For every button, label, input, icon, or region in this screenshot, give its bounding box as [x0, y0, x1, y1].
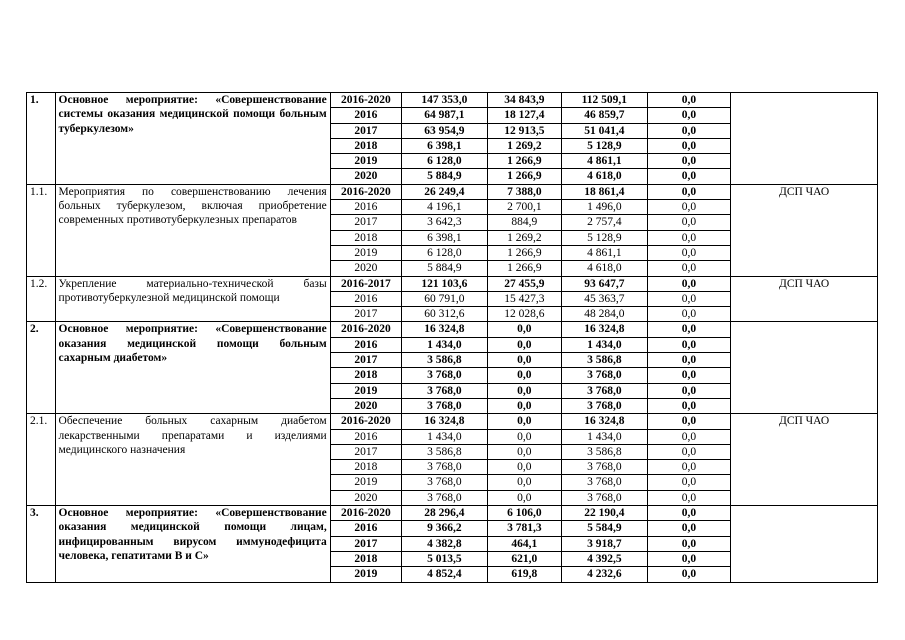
item-description: Основное мероприятие: «Совершенствование оказания медицинской помощи больным сахарным диабетом»: [55, 322, 330, 414]
item-number: 1.: [27, 93, 56, 185]
total-cell: 1 434,0: [402, 337, 488, 352]
period-cell: 2019: [330, 475, 401, 490]
federal-cell: 1 266,9: [487, 261, 561, 276]
total-cell: 3 586,8: [402, 444, 488, 459]
federal-cell: 621,0: [487, 551, 561, 566]
responsible-cell: ДСП ЧАО: [731, 184, 878, 276]
regional-cell: 16 324,8: [562, 414, 648, 429]
regional-cell: 4 392,5: [562, 551, 648, 566]
federal-cell: 6 106,0: [487, 506, 561, 521]
other-cell: 0,0: [647, 353, 731, 368]
other-cell: 0,0: [647, 184, 731, 199]
period-cell: 2017: [330, 353, 401, 368]
period-cell: 2016-2017: [330, 276, 401, 291]
regional-cell: 1 434,0: [562, 429, 648, 444]
total-cell: 6 128,0: [402, 154, 488, 169]
total-cell: 3 586,8: [402, 353, 488, 368]
total-cell: 3 768,0: [402, 398, 488, 413]
period-cell: 2018: [330, 230, 401, 245]
federal-cell: 0,0: [487, 490, 561, 505]
total-cell: 16 324,8: [402, 414, 488, 429]
period-cell: 2016-2020: [330, 184, 401, 199]
federal-cell: 1 266,9: [487, 245, 561, 260]
total-cell: 3 768,0: [402, 460, 488, 475]
period-cell: 2016: [330, 108, 401, 123]
item-description: Основное мероприятие: «Совершенствование оказания медицинской помощи лицам, инфицированным вирусом иммунодефицита человека, гепатитами В и С»: [55, 506, 330, 582]
total-cell: 6 398,1: [402, 138, 488, 153]
regional-cell: 3 768,0: [562, 368, 648, 383]
total-cell: 147 353,0: [402, 93, 488, 108]
total-cell: 121 103,6: [402, 276, 488, 291]
federal-cell: 12 028,6: [487, 307, 561, 322]
regional-cell: 4 618,0: [562, 261, 648, 276]
responsible-cell: [731, 506, 878, 582]
period-cell: 2016-2020: [330, 506, 401, 521]
federal-cell: 1 266,9: [487, 154, 561, 169]
other-cell: 0,0: [647, 536, 731, 551]
regional-cell: 3 768,0: [562, 460, 648, 475]
total-cell: 60 791,0: [402, 291, 488, 306]
total-cell: 4 196,1: [402, 200, 488, 215]
other-cell: 0,0: [647, 138, 731, 153]
other-cell: 0,0: [647, 567, 731, 582]
federal-cell: 0,0: [487, 322, 561, 337]
regional-cell: 3 768,0: [562, 490, 648, 505]
federal-cell: 619,8: [487, 567, 561, 582]
regional-cell: 51 041,4: [562, 123, 648, 138]
period-cell: 2017: [330, 536, 401, 551]
period-cell: 2018: [330, 551, 401, 566]
federal-cell: 0,0: [487, 444, 561, 459]
period-cell: 2017: [330, 215, 401, 230]
item-number: 1.2.: [27, 276, 56, 322]
item-number: 1.1.: [27, 184, 56, 276]
federal-cell: 15 427,3: [487, 291, 561, 306]
federal-cell: 0,0: [487, 398, 561, 413]
item-description: Укрепление материально-технической базы противотуберкулезной медицинской помощи: [55, 276, 330, 322]
total-cell: 3 768,0: [402, 475, 488, 490]
federal-cell: 7 388,0: [487, 184, 561, 199]
responsible-cell: [731, 93, 878, 185]
other-cell: 0,0: [647, 490, 731, 505]
table-row: [27, 184, 878, 199]
total-cell: 6 128,0: [402, 245, 488, 260]
period-cell: 2020: [330, 261, 401, 276]
federal-cell: 884,9: [487, 215, 561, 230]
total-cell: 5 884,9: [402, 169, 488, 184]
total-cell: 60 312,6: [402, 307, 488, 322]
responsible-cell: [731, 322, 878, 414]
federal-cell: 1 269,2: [487, 230, 561, 245]
regional-cell: 3 586,8: [562, 444, 648, 459]
other-cell: 0,0: [647, 414, 731, 429]
period-cell: 2020: [330, 169, 401, 184]
other-cell: 0,0: [647, 368, 731, 383]
total-cell: 26 249,4: [402, 184, 488, 199]
regional-cell: 93 647,7: [562, 276, 648, 291]
federal-cell: 0,0: [487, 475, 561, 490]
regional-cell: 4 861,1: [562, 245, 648, 260]
responsible-cell: ДСП ЧАО: [731, 276, 878, 322]
federal-cell: 18 127,4: [487, 108, 561, 123]
other-cell: 0,0: [647, 307, 731, 322]
total-cell: 4 382,8: [402, 536, 488, 551]
federal-cell: 27 455,9: [487, 276, 561, 291]
federal-cell: 0,0: [487, 337, 561, 352]
table-row: [27, 322, 878, 337]
regional-cell: 5 128,9: [562, 230, 648, 245]
other-cell: 0,0: [647, 521, 731, 536]
period-cell: 2017: [330, 307, 401, 322]
federal-cell: 464,1: [487, 536, 561, 551]
other-cell: 0,0: [647, 337, 731, 352]
period-cell: 2020: [330, 398, 401, 413]
federal-cell: 12 913,5: [487, 123, 561, 138]
other-cell: 0,0: [647, 444, 731, 459]
period-cell: 2016: [330, 521, 401, 536]
total-cell: 28 296,4: [402, 506, 488, 521]
table-row: [27, 506, 878, 521]
federal-cell: 0,0: [487, 368, 561, 383]
budget-table: [26, 92, 878, 583]
item-description: Обеспечение больных сахарным диабетом лекарственными препаратами и изделиями медицинского назначения: [55, 414, 330, 506]
regional-cell: 3 918,7: [562, 536, 648, 551]
other-cell: 0,0: [647, 123, 731, 138]
federal-cell: 2 700,1: [487, 200, 561, 215]
other-cell: 0,0: [647, 291, 731, 306]
regional-cell: 48 284,0: [562, 307, 648, 322]
period-cell: 2019: [330, 567, 401, 582]
period-cell: 2020: [330, 490, 401, 505]
total-cell: 63 954,9: [402, 123, 488, 138]
budget-table-body: [27, 93, 878, 583]
federal-cell: 3 781,3: [487, 521, 561, 536]
other-cell: 0,0: [647, 475, 731, 490]
regional-cell: 16 324,8: [562, 322, 648, 337]
regional-cell: 18 861,4: [562, 184, 648, 199]
total-cell: 16 324,8: [402, 322, 488, 337]
period-cell: 2017: [330, 123, 401, 138]
federal-cell: 0,0: [487, 460, 561, 475]
period-cell: 2018: [330, 138, 401, 153]
total-cell: 6 398,1: [402, 230, 488, 245]
period-cell: 2016: [330, 200, 401, 215]
regional-cell: 45 363,7: [562, 291, 648, 306]
period-cell: 2017: [330, 444, 401, 459]
regional-cell: 3 768,0: [562, 475, 648, 490]
regional-cell: 1 496,0: [562, 200, 648, 215]
federal-cell: 0,0: [487, 414, 561, 429]
total-cell: 1 434,0: [402, 429, 488, 444]
other-cell: 0,0: [647, 383, 731, 398]
regional-cell: 46 859,7: [562, 108, 648, 123]
regional-cell: 1 434,0: [562, 337, 648, 352]
total-cell: 3 642,3: [402, 215, 488, 230]
period-cell: 2016-2020: [330, 93, 401, 108]
regional-cell: 4 618,0: [562, 169, 648, 184]
period-cell: 2018: [330, 368, 401, 383]
federal-cell: 34 843,9: [487, 93, 561, 108]
total-cell: 5 884,9: [402, 261, 488, 276]
regional-cell: 3 768,0: [562, 398, 648, 413]
responsible-cell: ДСП ЧАО: [731, 414, 878, 506]
total-cell: 5 013,5: [402, 551, 488, 566]
period-cell: 2016: [330, 429, 401, 444]
other-cell: 0,0: [647, 460, 731, 475]
total-cell: 3 768,0: [402, 490, 488, 505]
other-cell: 0,0: [647, 245, 731, 260]
other-cell: 0,0: [647, 93, 731, 108]
regional-cell: 5 584,9: [562, 521, 648, 536]
other-cell: 0,0: [647, 215, 731, 230]
other-cell: 0,0: [647, 154, 731, 169]
period-cell: 2019: [330, 154, 401, 169]
total-cell: 3 768,0: [402, 383, 488, 398]
federal-cell: 0,0: [487, 429, 561, 444]
total-cell: 4 852,4: [402, 567, 488, 582]
other-cell: 0,0: [647, 261, 731, 276]
item-description: Мероприятия по совершенствованию лечения больных туберкулезом, включая приобретение современных противотуберкулезных препаратов: [55, 184, 330, 276]
period-cell: 2016-2020: [330, 414, 401, 429]
table-row: [27, 276, 878, 291]
other-cell: 0,0: [647, 108, 731, 123]
other-cell: 0,0: [647, 200, 731, 215]
other-cell: 0,0: [647, 322, 731, 337]
federal-cell: 1 269,2: [487, 138, 561, 153]
regional-cell: 3 586,8: [562, 353, 648, 368]
federal-cell: 0,0: [487, 353, 561, 368]
regional-cell: 112 509,1: [562, 93, 648, 108]
total-cell: 9 366,2: [402, 521, 488, 536]
total-cell: 3 768,0: [402, 368, 488, 383]
period-cell: 2019: [330, 245, 401, 260]
item-number: 3.: [27, 506, 56, 582]
regional-cell: 4 232,6: [562, 567, 648, 582]
regional-cell: 2 757,4: [562, 215, 648, 230]
other-cell: 0,0: [647, 276, 731, 291]
item-description: Основное мероприятие: «Совершенствование системы оказания медицинской помощи больным туберкулезом»: [55, 93, 330, 185]
regional-cell: 22 190,4: [562, 506, 648, 521]
table-row: [27, 414, 878, 429]
regional-cell: 5 128,9: [562, 138, 648, 153]
period-cell: 2016: [330, 291, 401, 306]
item-number: 2.: [27, 322, 56, 414]
other-cell: 0,0: [647, 398, 731, 413]
total-cell: 64 987,1: [402, 108, 488, 123]
federal-cell: 0,0: [487, 383, 561, 398]
period-cell: 2019: [330, 383, 401, 398]
other-cell: 0,0: [647, 551, 731, 566]
other-cell: 0,0: [647, 169, 731, 184]
table-row: [27, 93, 878, 108]
other-cell: 0,0: [647, 506, 731, 521]
regional-cell: 4 861,1: [562, 154, 648, 169]
other-cell: 0,0: [647, 429, 731, 444]
federal-cell: 1 266,9: [487, 169, 561, 184]
regional-cell: 3 768,0: [562, 383, 648, 398]
item-number: 2.1.: [27, 414, 56, 506]
period-cell: 2018: [330, 460, 401, 475]
period-cell: 2016: [330, 337, 401, 352]
period-cell: 2016-2020: [330, 322, 401, 337]
other-cell: 0,0: [647, 230, 731, 245]
